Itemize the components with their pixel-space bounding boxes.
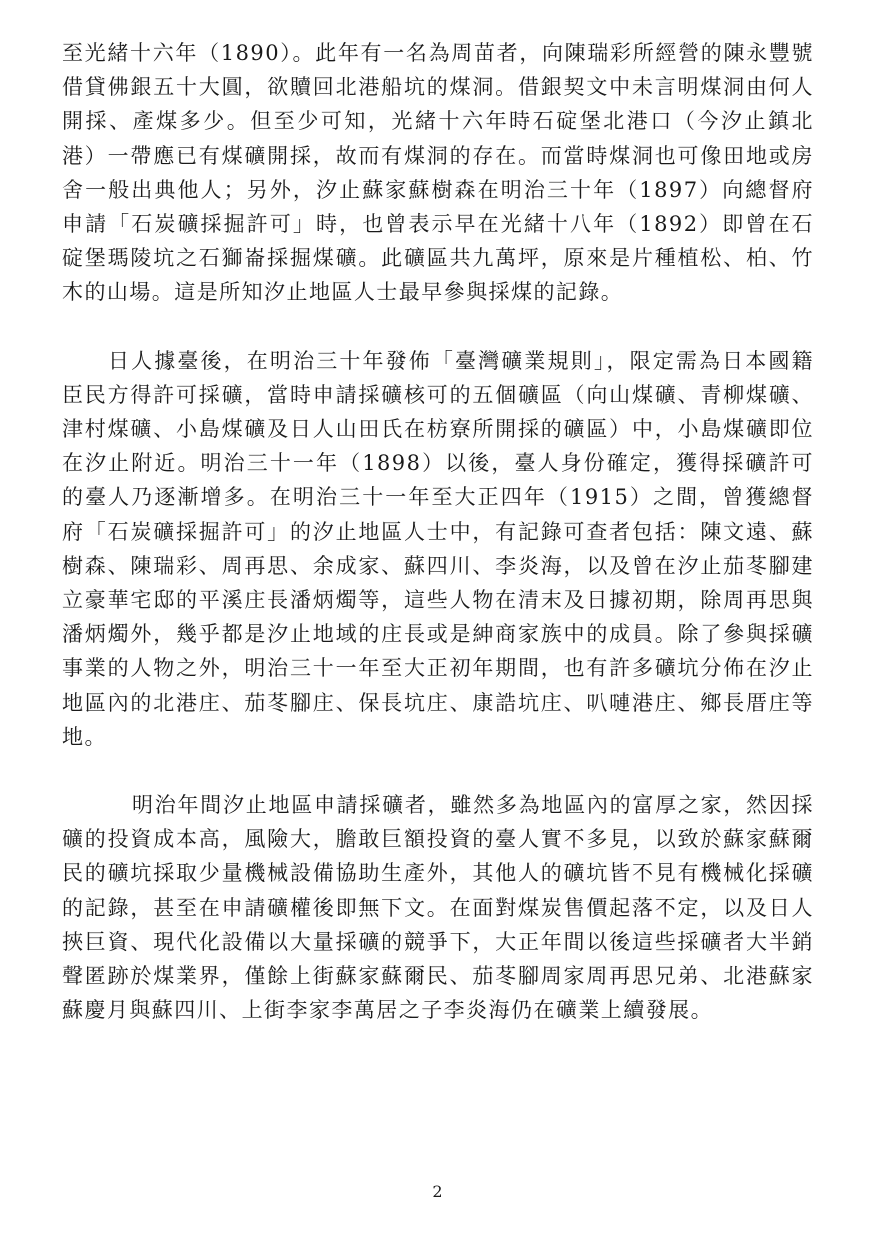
document-body — [62, 36, 814, 1027]
paragraph-2: 日人據臺後，在明治三十年發佈「臺灣礦業規則」，限定需為日本國籍臣民方得許可採礦，當時申請採礦核可的五個礦區（向山煤礦、青柳煤礦、津村煤礦、小島煤礦及日人山田氏在枋寮所開採的礦區）中，小島煤礦即位在汐止附近。明治三十一年（1898）以後，臺人身份確定，獲得採礦許可的臺人乃逐漸增多。在明治三十一年至大正四年（1915）之間，曾獲總督府「石炭礦採掘許可」的汐止地區人士中，有記錄可查者包括：陳文遠、蘇樹森、陳瑞彩、周再思、余成家、蘇四川、李炎海，以及曾在汐止茄苳腳建立豪華宅邸的平溪庄長潘炳燭等，這些人物在清末及日據初期，除周再思與潘炳燭外，幾乎都是汐止地域的庄長或是紳商家族中的成員。除了參與採礦事業的人物之外，明治三十一年至大正初年期間，也有許多礦坑分佈在汐止地區內的北港庄、茄苳腳庄、保長坑庄、康誥坑庄、叭嗹港庄、鄉長厝庄等地。 — [62, 348, 814, 749]
paragraph-1: 至光緒十六年（1890）。此年有一名為周苗者，向陳瑞彩所經營的陳永豐號借貸佛銀五十大圓，欲贖回北港船坑的煤洞。借銀契文中未言明煤洞由何人開採、產煤多少。但至少可知，光緒十六年時石碇堡北港口（今汐止鎮北港）一帶應已有煤礦開採，故而有煤洞的存在。而當時煤洞也可像田地或房舍一般出典他人；另外，汐止蘇家蘇樹森在明治三十年（1897）向總督府申請「石炭礦採掘許可」時，也曾表示早在光緒十八年（1892）即曾在石碇堡瑪陵坑之石獅崙採掘煤礦。此礦區共九萬坪，原來是片種植松、柏、竹木的山場。這是所知汐止地區人士最早參與採煤的記錄。 — [62, 41, 814, 305]
paragraph-3: 明治年間汐止地區申請採礦者，雖然多為地區內的富厚之家，然因採礦的投資成本高，風險大，膽敢巨額投資的臺人實不多見，以致於蘇家蘇爾民的礦坑採取少量機械設備協助生產外，其他人的礦坑皆不見有機械化採礦的記錄，甚至在申請礦權後即無下文。在面對煤炭售價起落不定，以及日人挾巨資、現代化設備以大量採礦的競爭下，大正年間以後這些採礦者大半銷聲匿跡於煤業界，僅餘上街蘇家蘇爾民、茄苳腳周家周再思兄弟、北港蘇家蘇慶月與蘇四川、上街李家李萬居之子李炎海仍在礦業上續發展。 — [62, 793, 814, 1023]
page-number: 2 — [432, 1182, 443, 1201]
